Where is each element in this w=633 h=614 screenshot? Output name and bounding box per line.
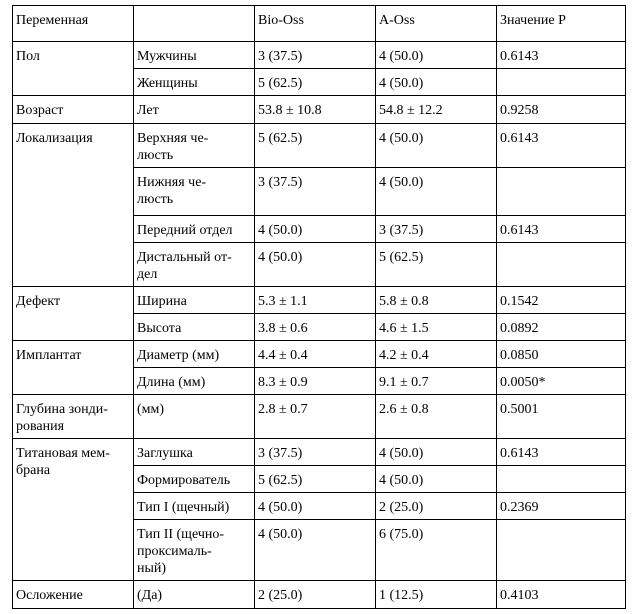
bio-oss-cell: 53.8 ± 10.8 <box>255 96 376 124</box>
bio-oss-cell: 4 (50.0) <box>255 216 376 243</box>
subcategory-cell: Дистальный от- дел <box>134 243 255 287</box>
p-value-cell <box>497 520 626 581</box>
a-oss-cell: 5.8 ± 0.8 <box>376 287 497 314</box>
variable-cell: Локализация <box>13 124 134 287</box>
bio-oss-cell: 2 (25.0) <box>255 581 376 609</box>
a-oss-cell: 1 (12.5) <box>376 581 497 609</box>
table-row <box>13 341 626 368</box>
bio-oss-cell: 3 (37.5) <box>255 42 376 69</box>
subcategory-cell: Высота <box>134 314 255 341</box>
subcategory-cell: Формирователь <box>134 466 255 493</box>
a-oss-cell: 4 (50.0) <box>376 124 497 168</box>
bio-oss-cell: 5 (62.5) <box>255 466 376 493</box>
bio-oss-cell: 3 (37.5) <box>255 168 376 216</box>
bio-oss-cell: 5.3 ± 1.1 <box>255 287 376 314</box>
bio-oss-cell: 5 (62.5) <box>255 124 376 168</box>
bio-oss-cell: 5 (62.5) <box>255 69 376 96</box>
a-oss-cell: 4 (50.0) <box>376 439 497 466</box>
p-value-cell: 0.6143 <box>497 439 626 466</box>
subcategory-cell: Ширина <box>134 287 255 314</box>
bio-oss-cell: 4 (50.0) <box>255 493 376 520</box>
table-row <box>13 124 626 168</box>
variable-cell: Имплантат <box>13 341 134 395</box>
p-value-cell: 0.0892 <box>497 314 626 341</box>
variable-cell: Осложение <box>13 581 134 609</box>
table-row <box>13 42 626 69</box>
p-value-cell: 0.2369 <box>497 493 626 520</box>
header-cell-subcategory <box>134 6 255 42</box>
a-oss-cell: 3 (37.5) <box>376 216 497 243</box>
p-value-cell <box>497 69 626 96</box>
p-value-cell: 0.1542 <box>497 287 626 314</box>
subcategory-cell: (Да) <box>134 581 255 609</box>
p-value-cell: 0.6143 <box>497 216 626 243</box>
bio-oss-cell: 3 (37.5) <box>255 439 376 466</box>
p-value-cell <box>497 466 626 493</box>
variable-cell: Возраст <box>13 96 134 124</box>
subcategory-cell: Диаметр (мм) <box>134 341 255 368</box>
table-row <box>13 96 626 124</box>
a-oss-cell: 4 (50.0) <box>376 466 497 493</box>
header-cell-variable: Переменная <box>13 6 134 42</box>
table-row <box>13 581 626 609</box>
table-row <box>13 287 626 314</box>
bio-oss-cell: 4 (50.0) <box>255 520 376 581</box>
p-value-cell: 0.9258 <box>497 96 626 124</box>
p-value-cell: 0.0850 <box>497 341 626 368</box>
a-oss-cell: 4 (50.0) <box>376 69 497 96</box>
comparison-table <box>12 5 626 609</box>
p-value-cell <box>497 243 626 287</box>
variable-cell: Дефект <box>13 287 134 341</box>
a-oss-cell: 4.2 ± 0.4 <box>376 341 497 368</box>
subcategory-cell: Передний отдел <box>134 216 255 243</box>
a-oss-cell: 2 (25.0) <box>376 493 497 520</box>
table-body <box>13 6 626 609</box>
subcategory-cell: Тип I (щечный) <box>134 493 255 520</box>
a-oss-cell: 54.8 ± 12.2 <box>376 96 497 124</box>
bio-oss-cell: 2.8 ± 0.7 <box>255 395 376 439</box>
p-value-cell: 0.6143 <box>497 42 626 69</box>
subcategory-cell: Тип II (щечно- проксималь- ный) <box>134 520 255 581</box>
variable-cell: Пол <box>13 42 134 96</box>
p-value-cell: 0.0050* <box>497 368 626 395</box>
bio-oss-cell: 8.3 ± 0.9 <box>255 368 376 395</box>
header-row <box>13 6 626 42</box>
document-page <box>12 5 625 610</box>
a-oss-cell: 4.6 ± 1.5 <box>376 314 497 341</box>
p-value-cell: 0.6143 <box>497 124 626 168</box>
a-oss-cell: 6 (75.0) <box>376 520 497 581</box>
subcategory-cell: Лет <box>134 96 255 124</box>
a-oss-cell: 9.1 ± 0.7 <box>376 368 497 395</box>
p-value-cell: 0.4103 <box>497 581 626 609</box>
p-value-cell: 0.5001 <box>497 395 626 439</box>
header-cell-p-value: Значение Р <box>497 6 626 42</box>
subcategory-cell: Нижняя че- люсть <box>134 168 255 216</box>
subcategory-cell: Заглушка <box>134 439 255 466</box>
subcategory-cell: Женщины <box>134 69 255 96</box>
header-cell-a-oss: A-Oss <box>376 6 497 42</box>
table-row <box>13 395 626 439</box>
a-oss-cell: 5 (62.5) <box>376 243 497 287</box>
variable-cell: Титановая мем- брана <box>13 439 134 581</box>
a-oss-cell: 4 (50.0) <box>376 168 497 216</box>
bio-oss-cell: 3.8 ± 0.6 <box>255 314 376 341</box>
header-cell-bio-oss: Bio-Oss <box>255 6 376 42</box>
table-row <box>13 439 626 466</box>
a-oss-cell: 2.6 ± 0.8 <box>376 395 497 439</box>
variable-cell: Глубина зонди- рования <box>13 395 134 439</box>
p-value-cell <box>497 168 626 216</box>
subcategory-cell: Мужчины <box>134 42 255 69</box>
bio-oss-cell: 4.4 ± 0.4 <box>255 341 376 368</box>
subcategory-cell: Верхняя че- люсть <box>134 124 255 168</box>
bio-oss-cell: 4 (50.0) <box>255 243 376 287</box>
a-oss-cell: 4 (50.0) <box>376 42 497 69</box>
subcategory-cell: Длина (мм) <box>134 368 255 395</box>
subcategory-cell: (мм) <box>134 395 255 439</box>
